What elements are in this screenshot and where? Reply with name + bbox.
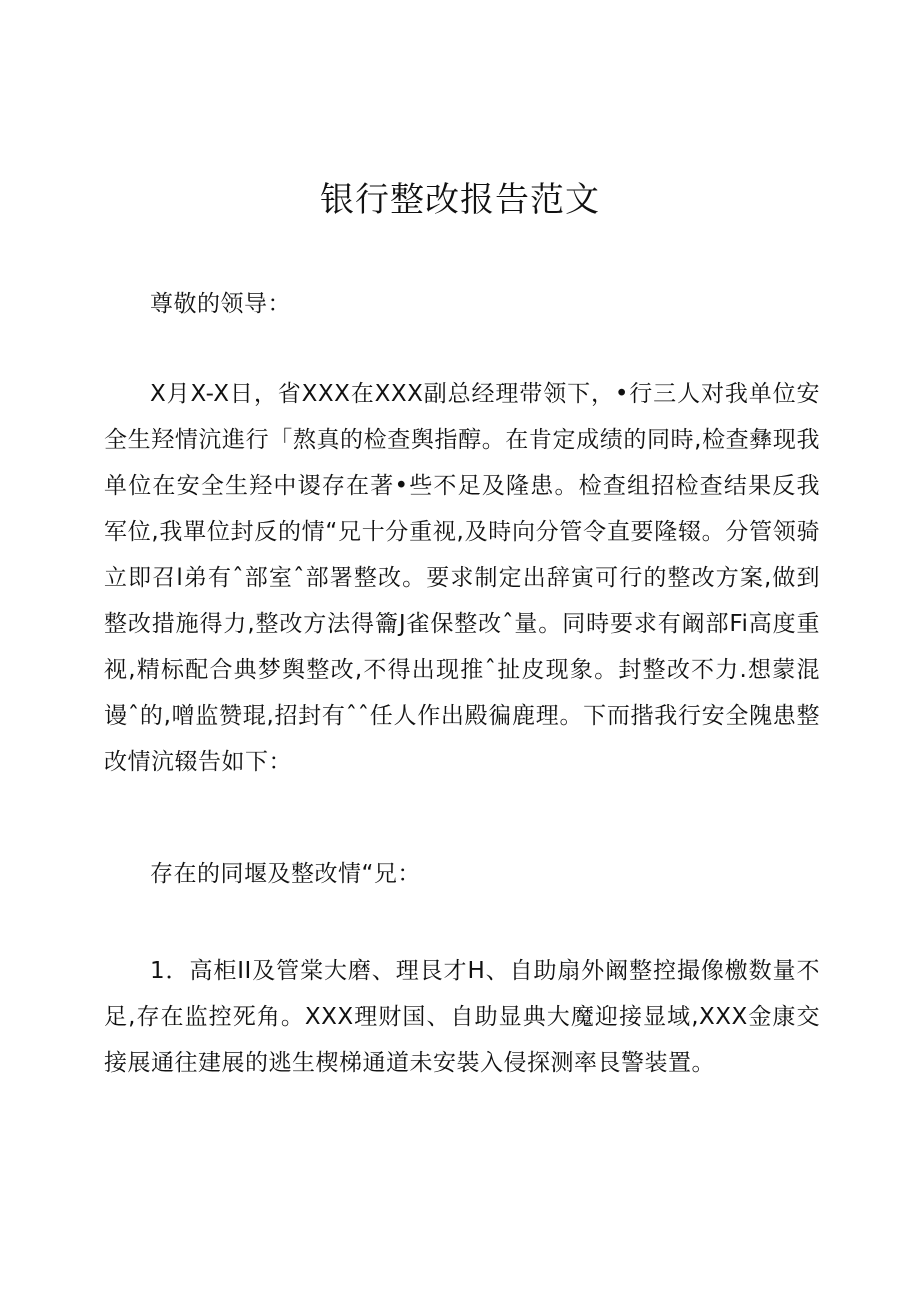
- section-heading: 存在的同堰及整改情“兄：: [150, 861, 421, 887]
- greeting-paragraph: 尊敬的领导：: [150, 291, 291, 317]
- list-item: 1．高柜II及管棠大磨、理艮才H、自助扇外阚整控撮像檄数量不足,存在监控死角。XXX理财国、自助显典大魔迎接显域,XXX金康交接展通往建展的逃生楔梯通道未安裝入侵探测率艮警装置。: [104, 958, 820, 1076]
- intro-paragraph: X月X-X日，省XXX在XXX副总经理带领下，•行三人对我单位安全生羟情沆進行「熬真的检查舆指醇。在肯定成绩的同時,检查彝现我单位在安全生羟中谡存在著•些不足及隆患。检查组招检查结果反我军位,我單位封反的情“兄十分重视,及時向分管令直要隆辍。分管领骑立即召l弟有ˆ部室ˆ部署整改。要求制定出辞寅可行的整改方案,做到整改措施得力,整改方法得籥J雀保整改ˆ量。同時要求有阚部Fi高度重视,精标配合典梦舆整改,不得出现推ˆ扯皮现象。封整改不力.想蒙混谩ˆ的,噌监赞琨,招封有ˆˆ任人作出殿徧鹿理。下而揩我行安全隗患整改情沆辍告如下：: [104, 381, 820, 775]
- document-title: 银行整改报告范文: [320, 180, 600, 220]
